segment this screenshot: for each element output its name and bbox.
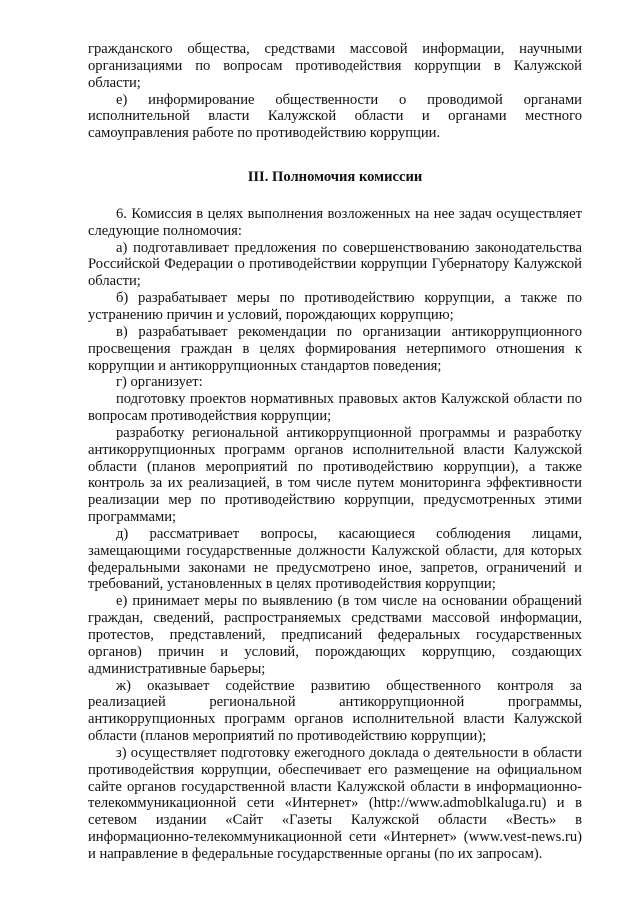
paragraph-item-e: е) информирование общественности о проводимой органами исполнительной власти Калужской области и органами местного самоуправления работе по противодействию коррупции. bbox=[88, 91, 582, 142]
paragraph-item-z: з) осуществляет подготовку ежегодного доклада о деятельности в области противодействия коррупции, обеспечивает его размещение на официальном сайте органов государственной власти Калужской области в информационно-телекоммуникационной сети «Интернет» (http://www.admoblkaluga.ru) и в сетевом издании «Сайт «Газеты Калужской области «Весть» в информационно-телекоммуникационной сети «Интернет» (www.vest-news.ru) и направление в федеральные государственные органы (по их запросам). bbox=[88, 744, 582, 862]
paragraph-continuation: гражданского общества, средствами массовой информации, научными организациями по вопросам противодействия коррупции в Калужской области; bbox=[88, 41, 582, 91]
paragraph-6: 6. Комиссия в целях выполнения возложенных на нее задач осуществляет следующие полномочия: bbox=[88, 205, 582, 239]
paragraph-item-b: б) разрабатывает меры по противодействию коррупции, а также по устранению причин и условий, порождающих коррупцию; bbox=[88, 290, 582, 323]
paragraph-item-e2: е) принимает меры по выявлению (в том числе на основании обращений граждан, сведений, распространяемых средствами массовой информации, протестов, представлений, предписаний федеральных государственных органов) причин и условий, порождающих коррупцию, создающих административные барьеры; bbox=[88, 593, 582, 677]
paragraph-item-g: г) организует: bbox=[116, 374, 203, 391]
paragraph-item-zh: ж) оказывает содействие развитию общественного контроля за реализацией региональной антикоррупционной программы, антикоррупционных программ органов исполнительной власти Калужской области (планов мероприятий по противодействию коррупции); bbox=[88, 677, 582, 745]
paragraph-item-d: д) рассматривает вопросы, касающиеся соблюдения лицами, замещающими государственные должности Калужской области, для которых федеральными законами не предусмотрено иное, запретов, ограничений и требований, установленных в целях противодействия коррупции; bbox=[88, 525, 582, 593]
paragraph-item-g-1: подготовку проектов нормативных правовых актов Калужской области по вопросам противодействия коррупции; bbox=[88, 391, 582, 425]
document-page bbox=[88, 41, 582, 863]
paragraph-item-a: а) подготавливает предложения по совершенствованию законодательства Российской Федерации о противодействии коррупции Губернатору Калужской области; bbox=[88, 239, 582, 290]
paragraph-item-g-2: разработку региональной антикоррупционной программы и разработку антикоррупционных программ органов исполнительной власти Калужской области (планов мероприятий по противодействию коррупции), а также контроль за их реализацией, в том числе путем мониторинга эффективности реализации мер по противодействию коррупции, предусмотренных этими программами; bbox=[88, 424, 582, 526]
paragraph-item-v: в) разрабатывает рекомендации по организации антикоррупционного просвещения граждан в целях формирования нетерпимого отношения к коррупции и антикоррупционных стандартов поведения; bbox=[88, 323, 582, 374]
section-heading: III. Полномочия комиссии bbox=[247, 169, 423, 186]
